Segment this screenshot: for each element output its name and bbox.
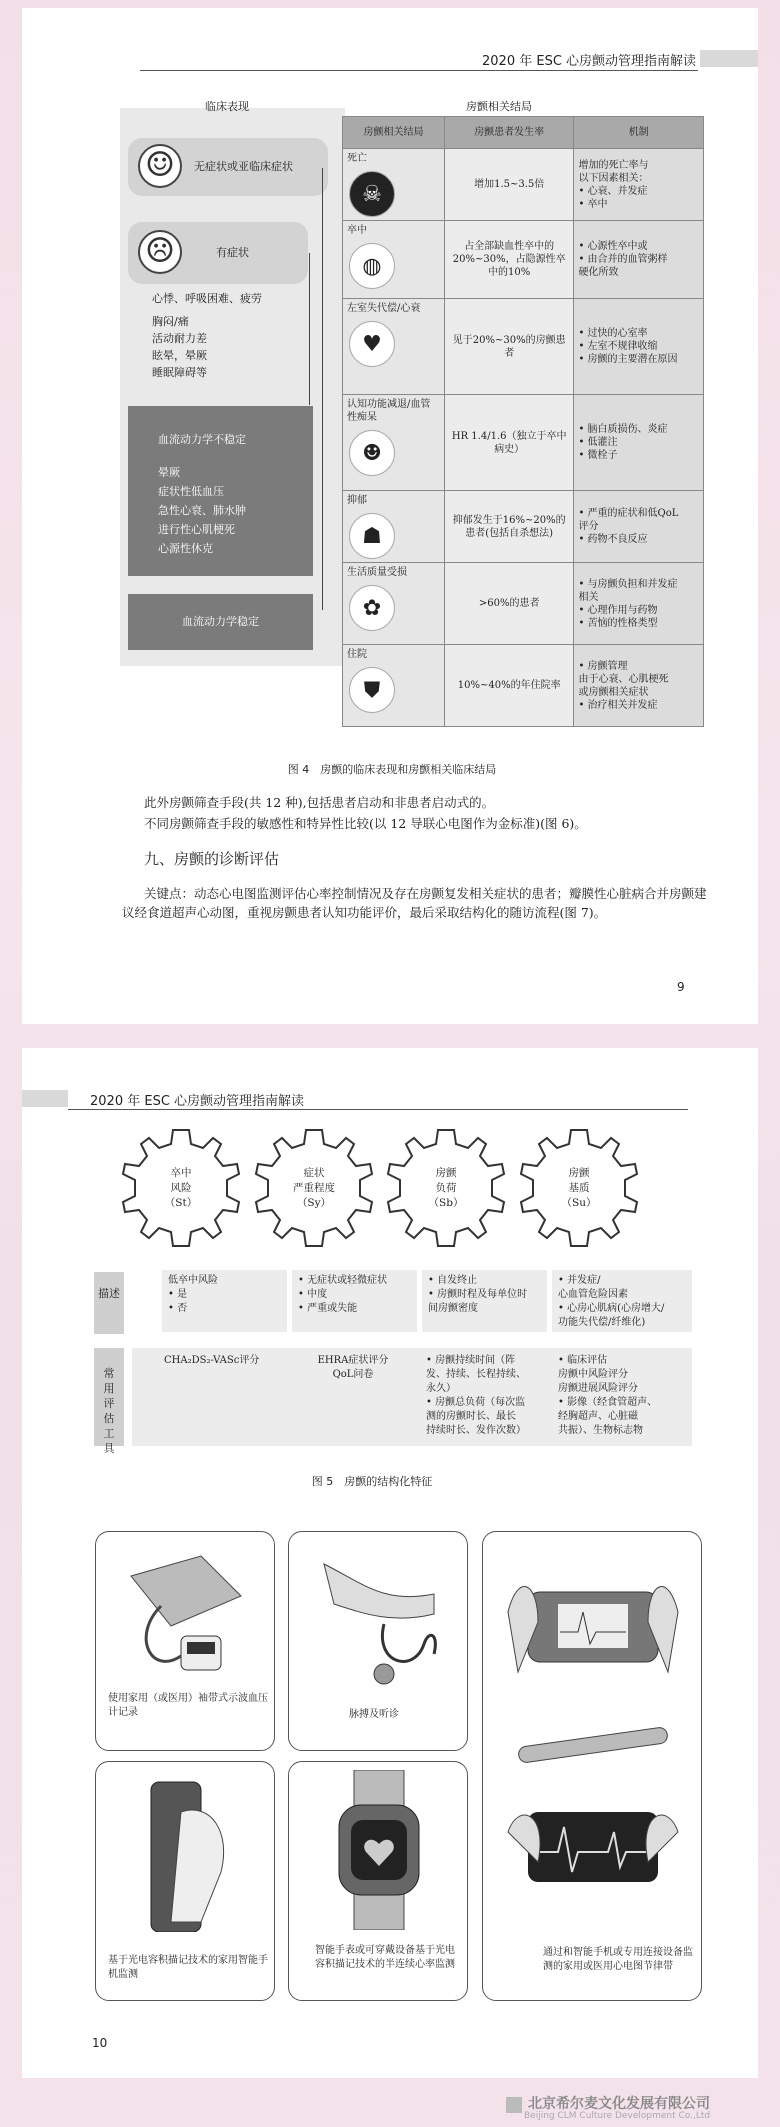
cell-line: • 临床评估: [558, 1355, 608, 1366]
mech-line: • 过快的心室率: [578, 328, 648, 339]
tools-cell: [298, 1350, 408, 1386]
gear-label: [515, 1166, 643, 1211]
rate-cell: 见于20%~30%的房颤患者: [444, 299, 574, 395]
mech-line: • 房颤的主要潜在原因: [578, 354, 678, 365]
stethoscope-icon: [304, 1544, 454, 1694]
mech-line: • 左室不规律收缩: [578, 341, 658, 352]
running-header: 2020 年 ESC 心房颤动管理指南解读: [90, 1094, 305, 1109]
cell-line: • 房颤时程及每单位时: [428, 1289, 528, 1300]
device-caption: 使用家用（或医用）袖带式示波血压计记录: [108, 1693, 268, 1718]
cell-line: • 房颤持续时间（阵: [426, 1355, 516, 1366]
outcomes-table: [342, 116, 704, 727]
gear-label: [117, 1166, 245, 1211]
connector-line: [309, 253, 310, 405]
mechanism-cell: [574, 395, 704, 491]
gear-label-line: 房颤: [435, 1167, 457, 1179]
gear-label-line: 严重程度: [293, 1182, 335, 1194]
header-bar: [22, 1090, 68, 1107]
description-cell: [552, 1270, 692, 1332]
page-10: [22, 1048, 758, 2078]
table-row: [343, 645, 704, 727]
cell-line: • 否: [168, 1303, 188, 1314]
clinical-title: 临床表现: [205, 100, 249, 113]
smartwatch-icon: [304, 1770, 454, 1930]
header-rule: [68, 1109, 688, 1110]
table-header-row: [343, 117, 704, 149]
mechanism-cell: [574, 563, 704, 645]
asymptomatic-label: 无症状或亚临床症状: [194, 160, 293, 173]
unstable-item: 心源性休克: [158, 542, 213, 555]
mech-line: • 与房颤负担和并发症: [578, 578, 678, 590]
symptomatic-box: [128, 222, 308, 284]
row-label-text: 描述: [98, 1287, 120, 1300]
mech-line: • 脑白质损伤、炎症: [578, 424, 668, 435]
cell-line: 持续时长、发作次数）: [426, 1425, 526, 1436]
table-row: [343, 221, 704, 299]
outcome-label: 卒中: [347, 225, 367, 236]
gear-label-line: 基质: [568, 1182, 590, 1194]
cell-line: • 自发终止: [428, 1275, 478, 1286]
device-box-ppg-phone: [95, 1761, 275, 2001]
sad-face-icon: ☹: [138, 230, 182, 274]
tools-cell: [158, 1350, 286, 1372]
mech-line: • 治疗相关并发症: [578, 699, 658, 711]
cell-line: 房颤中风险评分: [558, 1369, 628, 1380]
smile-face-icon: ☺: [138, 144, 182, 188]
stable-label: 血流动力学稳定: [182, 615, 259, 628]
mech-line: 评分: [578, 521, 599, 532]
mech-line: 增加的死亡率与: [578, 159, 649, 171]
cell-line: • 心房心肌病(心房增大/: [558, 1303, 665, 1314]
mech-line: • 微栓子: [578, 450, 618, 461]
mech-line: 相关: [578, 591, 599, 603]
cell-line: 测的房颤时长、最长: [426, 1411, 516, 1422]
gear-label-line: （St）: [164, 1197, 198, 1209]
section-heading: 九、房颤的诊断评估: [144, 850, 280, 868]
description-cell: [292, 1270, 417, 1332]
company-logo: [506, 2097, 522, 2113]
gear-label-line: 风险: [170, 1182, 192, 1194]
cell-line: • 中度: [298, 1289, 328, 1300]
cell-line: • 严重或失能: [298, 1303, 358, 1314]
outcome-cell: [343, 149, 445, 221]
sad-person-icon: ☗: [349, 513, 395, 559]
mech-line: • 心衰、并发症: [578, 185, 648, 197]
company-name: 北京希尔麦文化发展有限公司: [528, 2096, 710, 2112]
ecg-stick-icon: [498, 1722, 688, 1772]
device-box-pulse: [288, 1531, 468, 1751]
gear-label-line: 房颤: [568, 1167, 590, 1179]
outcome-label: 左室失代偿/心衰: [347, 303, 421, 314]
unstable-box: [128, 406, 313, 576]
cell-line: 经胸超声、心脏磁: [558, 1411, 638, 1422]
unstable-item: 症状性低血压: [158, 485, 224, 498]
symptom-item: 睡眠障碍等: [152, 366, 207, 379]
page-number: 10: [92, 2036, 108, 2050]
header-rule: [140, 70, 698, 71]
column-header: 机制: [574, 117, 704, 149]
cell-line: • 房颤总负荷（每次监: [426, 1397, 526, 1408]
symptom-item: 心悸、呼吸困难、疲劳: [152, 292, 262, 305]
mech-line: • 由合并的血管粥样: [578, 254, 668, 265]
stable-box: [128, 594, 313, 650]
cell-line: • 无症状或轻微症状: [298, 1275, 388, 1286]
gear-label-line: （Sy）: [296, 1197, 332, 1209]
tools-cell: [420, 1350, 550, 1442]
cell-line: 功能失代偿/纤维化): [558, 1317, 646, 1328]
smartphone-ecg-icon: [498, 1782, 688, 1912]
running-header: 2020 年 ESC 心房颤动管理指南解读: [482, 54, 697, 69]
device-box-ecg: [482, 1531, 702, 2001]
device-caption: 脉搏及听诊: [349, 1709, 399, 1720]
cell-line: EHRA症状评分: [317, 1355, 389, 1366]
header-bar: [700, 50, 758, 67]
rate-cell: HR 1.4/1.6（独立于卒中病史）: [444, 395, 574, 491]
cell-line: 房颤进展风险评分: [558, 1383, 638, 1394]
outcome-label: 住院: [347, 649, 367, 660]
mech-line: 由于心衰、心肌梗死: [578, 673, 669, 685]
connector-line: [322, 168, 323, 610]
outcome-cell: [343, 563, 445, 645]
cell-line: 低卒中风险: [168, 1275, 218, 1286]
rate-cell: 10%~40%的年住院率: [444, 645, 574, 727]
head-icon: ☻: [349, 430, 395, 476]
mech-line: • 药物不良反应: [578, 534, 648, 545]
column-header: 房颤患者发生率: [444, 117, 574, 149]
outcome-label: 认知功能减退/血管性痴呆: [347, 399, 431, 423]
quality-icon: ✿: [349, 585, 395, 631]
device-box-bp-cuff: [95, 1531, 275, 1751]
mech-line: • 严重的症状和低QoL: [578, 508, 679, 519]
gear-label: [382, 1166, 510, 1211]
cell-line: 间房颤密度: [428, 1303, 478, 1314]
gear-label: [250, 1166, 378, 1211]
description-cell: [422, 1270, 547, 1332]
mech-line: • 卒中: [578, 198, 608, 210]
outcome-label: 生活质量受损: [347, 567, 407, 578]
mechanism-cell: [574, 299, 704, 395]
cell-line: 共振）、生物标志物: [558, 1425, 643, 1436]
page-9: [22, 8, 758, 1024]
body-paragraph: 此外房颤筛查手段(共 12 种),包括患者启动和非患者启动式的。: [144, 795, 495, 810]
table-row: [343, 299, 704, 395]
tools-cell: [552, 1350, 692, 1442]
asymptomatic-box: [128, 138, 328, 196]
body-paragraph: 不同房颤筛查手段的敏感性和特异性比较(以 12 导联心电图作为金标准)(图 6)。: [144, 816, 587, 831]
company-name-english: Beijing CLM Culture Development Co.,Ltd: [524, 2111, 711, 2121]
cell-line: CHA₂DS₂-VASc评分: [164, 1355, 260, 1366]
cell-line: • 并发症/: [558, 1275, 601, 1286]
mechanism-cell: [574, 149, 704, 221]
outcome-cell: [343, 221, 445, 299]
outcomes-title: 房颤相关结局: [466, 100, 532, 113]
cell-line: • 影像（经食管超声、: [558, 1397, 658, 1408]
cell-line: 发、持续、长程持续、: [426, 1369, 526, 1380]
symptom-item: 活动耐力差: [152, 332, 207, 345]
outcome-cell: [343, 491, 445, 563]
description-cell: [162, 1270, 287, 1332]
gear-label-line: （Sb）: [428, 1197, 464, 1209]
table-row: [343, 395, 704, 491]
mech-line: 或房颤相关症状: [578, 686, 649, 698]
gear-label-line: （Su）: [561, 1197, 597, 1209]
handheld-ecg-icon: [498, 1552, 688, 1702]
device-caption: 基于光电容积描记技术的家用智能手机监测: [108, 1955, 268, 1980]
page-number: 9: [677, 980, 685, 994]
rate-cell: >60%的患者: [444, 563, 574, 645]
mech-line: • 心源性卒中或: [578, 241, 648, 252]
cell-line: 永久）: [426, 1383, 456, 1394]
unstable-item: 急性心衰、肺水肿: [158, 504, 246, 517]
mech-line: • 低灌注: [578, 437, 618, 448]
brain-icon: ◍: [349, 243, 395, 289]
outcome-label: 抑郁: [347, 495, 367, 506]
outcome-cell: [343, 395, 445, 491]
mechanism-cell: [574, 491, 704, 563]
table-row: [343, 149, 704, 221]
figure-5-caption: 图 5 房颤的结构化特征: [311, 1475, 433, 1488]
smartphone-finger-icon: [111, 1772, 261, 1932]
unstable-item: 进行性心肌梗死: [158, 523, 235, 536]
cell-line: QoL问卷: [332, 1369, 374, 1380]
mechanism-cell: [574, 645, 704, 727]
gear-label-line: 卒中: [170, 1167, 192, 1179]
skull-icon: ☠: [349, 171, 395, 217]
device-caption: 智能手表或可穿戴设备基于光电容积描记技术的半连续心率监测: [315, 1945, 455, 1970]
heart-icon: ♥: [349, 321, 395, 367]
mech-line: 硬化所致: [578, 267, 619, 278]
outcome-cell: [343, 645, 445, 727]
rate-cell: 增加1.5~3.5倍: [444, 149, 574, 221]
rate-cell: 占全部缺血性卒中的20%~30%，占隐源性卒中的10%: [444, 221, 574, 299]
device-box-smartwatch: [288, 1761, 468, 2001]
symptom-item: 眩晕，晕厥: [152, 349, 207, 362]
row-label-description: [94, 1272, 124, 1334]
rate-cell: 抑郁发生于16%~20%的患者(包括自杀想法): [444, 491, 574, 563]
unstable-title: 血流动力学不稳定: [158, 433, 246, 446]
gear-label-line: 负荷: [435, 1182, 457, 1194]
symptom-item: 胸闷/痛: [152, 315, 189, 328]
table-row: [343, 491, 704, 563]
body-paragraph: 关键点：动态心电图监测评估心率控制情况及存在房颤复发相关症状的患者；瓣膜性心脏病合并房颤建议经食道超声心动图，重视房颤患者认知功能评价，最后采取结构化的随访流程(图 7)。: [122, 886, 707, 920]
hospital-bed-icon: ⛊: [349, 667, 395, 713]
figure-4-caption: 图 4 房颤的临床表现和房颤相关临床结局: [287, 763, 497, 776]
outcome-label: 死亡: [347, 153, 367, 164]
mech-line: 以下因素相关：: [578, 172, 649, 184]
mech-line: • 苦恼的性格类型: [578, 617, 658, 629]
mech-line: • 房颤管理: [578, 660, 628, 672]
device-caption: 通过和智能手机或专用连接设备监测的家用或医用心电图节律带: [543, 1947, 693, 1972]
cell-line: • 是: [168, 1289, 188, 1300]
row-label-text: 常用评估工具: [103, 1367, 115, 1455]
column-header: 房颤相关结局: [343, 117, 445, 149]
unstable-item: 晕厥: [158, 466, 180, 479]
cell-line: 心血管危险因素: [558, 1289, 628, 1300]
table-row: [343, 563, 704, 645]
mech-line: • 心理作用与药物: [578, 604, 658, 616]
symptom-list: [152, 290, 262, 381]
row-label-tools: [94, 1348, 124, 1455]
bp-monitor-icon: [111, 1546, 261, 1686]
outcome-cell: [343, 299, 445, 395]
gear-label-line: 症状: [303, 1167, 325, 1179]
mechanism-cell: [574, 221, 704, 299]
symptomatic-label: 有症状: [216, 246, 249, 259]
